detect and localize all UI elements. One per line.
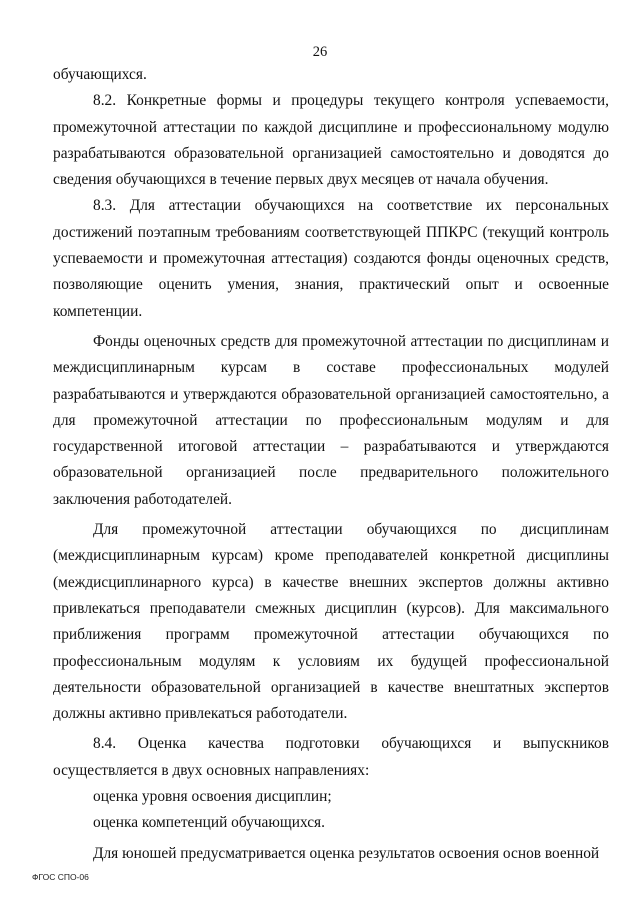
document-footer: ФГОС СПО-06 [32,872,89,882]
paragraph-continuation: обучающихся. [53,66,147,83]
paragraph-8-2: 8.2. Конкретные формы и процедуры текущего контроля успеваемости, промежуточной аттестации по каждой дисциплине и профессиональному модулю разрабатываются образовательной организацией самостоятельно и доводятся до сведения обучающихся в течение первых двух месяцев от начала обучения. [53,92,609,189]
page-number: 26 [312,44,328,60]
paragraph-8-3: 8.3. Для аттестации обучающихся на соответствие их персональных достижений поэтапным требованиям соответствующей ППКРС (текущий контроль успеваемости и промежуточная аттестация) создаются фонды оценочных средств, позволяющие оценить умения, знания, практический опыт и освоенные компетенции. [53,197,609,320]
paragraph-external-experts: Для промежуточной аттестации обучающихся по дисциплинам (междисциплинарным курсам) кроме преподавателей конкретной дисциплины (междисциплинарного курса) в качестве внешних экспертов должны активно привлекаться преподаватели смежных дисциплин (курсов). Для максимального приближения программ промежуточной аттестации обучающихся по профессиональным модулям к условиям их будущей профессиональной деятельности образовательной организацией в качестве внештатных экспертов должны активно привлекаться работодатели. [53,521,609,723]
paragraph-assessment-funds: Фонды оценочных средств для промежуточной аттестации по дисциплинам и междисциплинарным курсам в составе профессиональных модулей разрабатываются и утверждаются образовательной организацией самостоятельно, а для промежуточной аттестации по профессиональным модулям и для государственной итоговой аттестации – разрабатываются и утверждаются образовательной организацией после предварительного положительного заключения работодателей. [53,332,609,508]
list-item-disciplines: оценка уровня освоения дисциплин; [93,788,332,806]
list-item-competencies: оценка компетенций обучающихся. [93,814,325,832]
paragraph-8-4: 8.4. Оценка качества подготовки обучающихся и выпускников осуществляется в двух основных направлениях: [53,735,609,779]
document-body [53,62,609,867]
paragraph-military-basics: Для юношей предусматривается оценка результатов освоения основ военной [93,844,600,862]
